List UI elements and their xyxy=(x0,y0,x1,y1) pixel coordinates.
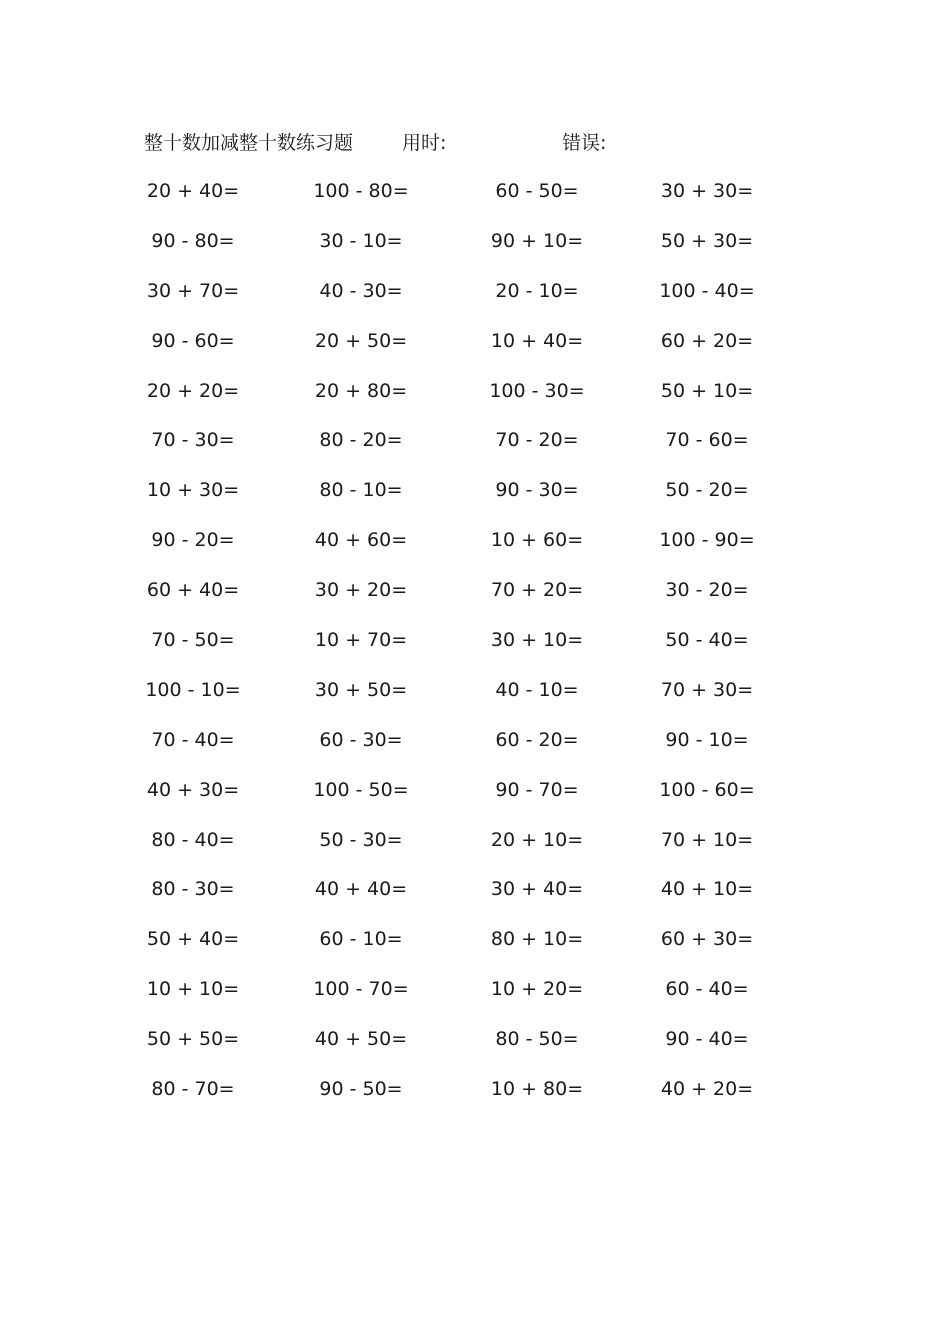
arithmetic-problem: 20 + 50= xyxy=(314,329,408,352)
arithmetic-problem: 70 - 50= xyxy=(151,629,235,652)
arithmetic-problem: 10 + 80= xyxy=(490,1078,584,1101)
arithmetic-problem: 30 + 10= xyxy=(490,629,584,652)
arithmetic-problem: 50 + 50= xyxy=(146,1028,240,1051)
arithmetic-problem: 60 - 10= xyxy=(319,928,403,951)
arithmetic-problem: 30 + 20= xyxy=(314,579,408,602)
problem-row xyxy=(0,1024,950,1074)
arithmetic-problem: 100 - 30= xyxy=(489,379,585,402)
arithmetic-problem: 90 - 30= xyxy=(495,479,579,502)
problem-row xyxy=(0,825,950,875)
arithmetic-problem: 40 + 20= xyxy=(660,1078,754,1101)
arithmetic-problem: 30 + 50= xyxy=(314,678,408,701)
arithmetic-problem: 100 - 70= xyxy=(313,978,409,1001)
arithmetic-problem: 10 + 10= xyxy=(146,978,240,1001)
arithmetic-problem: 70 + 10= xyxy=(660,828,754,851)
arithmetic-problem: 30 + 40= xyxy=(490,878,584,901)
arithmetic-problem: 100 - 90= xyxy=(659,529,755,552)
arithmetic-problem: 60 + 30= xyxy=(660,928,754,951)
arithmetic-problem: 30 + 30= xyxy=(660,180,754,202)
arithmetic-problem: 50 - 30= xyxy=(319,828,403,851)
arithmetic-problem: 30 + 70= xyxy=(146,279,240,302)
arithmetic-problem: 40 + 50= xyxy=(314,1028,408,1051)
arithmetic-problem: 90 - 10= xyxy=(665,728,749,751)
arithmetic-problem: 50 + 40= xyxy=(146,928,240,951)
arithmetic-problem: 40 - 30= xyxy=(319,279,403,302)
arithmetic-problem: 10 + 70= xyxy=(314,629,408,652)
problem-row xyxy=(0,775,950,825)
problem-row xyxy=(0,176,950,226)
problem-row xyxy=(0,675,950,725)
arithmetic-problem: 60 - 50= xyxy=(495,180,579,202)
arithmetic-problem: 80 - 40= xyxy=(151,828,235,851)
arithmetic-problem: 20 + 20= xyxy=(146,379,240,402)
arithmetic-problem: 100 - 80= xyxy=(313,180,409,202)
problem-row xyxy=(0,1074,950,1124)
arithmetic-problem: 90 - 70= xyxy=(495,778,579,801)
arithmetic-problem: 100 - 10= xyxy=(145,678,241,701)
problem-row xyxy=(0,475,950,525)
arithmetic-problem: 30 - 10= xyxy=(319,229,403,252)
arithmetic-problem: 40 + 10= xyxy=(660,878,754,901)
arithmetic-problem: 90 - 60= xyxy=(151,329,235,352)
arithmetic-problem: 60 + 20= xyxy=(660,329,754,352)
arithmetic-problem: 90 - 80= xyxy=(151,229,235,252)
arithmetic-problem: 80 - 20= xyxy=(319,429,403,452)
arithmetic-problem: 70 + 20= xyxy=(490,579,584,602)
arithmetic-problem: 100 - 50= xyxy=(313,778,409,801)
problem-row xyxy=(0,575,950,625)
problem-row xyxy=(0,874,950,924)
arithmetic-problem: 100 - 40= xyxy=(659,279,755,302)
arithmetic-problem: 90 - 40= xyxy=(665,1028,749,1051)
problem-row xyxy=(0,226,950,276)
arithmetic-problem: 40 + 60= xyxy=(314,529,408,552)
problem-row xyxy=(0,924,950,974)
problem-row xyxy=(0,276,950,326)
problem-row xyxy=(0,425,950,475)
time-label: 用时: xyxy=(402,132,447,154)
arithmetic-problem: 20 + 10= xyxy=(490,828,584,851)
arithmetic-problem: 10 + 20= xyxy=(490,978,584,1001)
arithmetic-problem: 60 - 20= xyxy=(495,728,579,751)
worksheet-title: 整十数加减整十数练习题 xyxy=(144,132,354,154)
problem-row xyxy=(0,376,950,426)
problem-grid xyxy=(0,176,950,1124)
arithmetic-problem: 70 - 60= xyxy=(665,429,749,452)
errors-label: 错误: xyxy=(562,132,607,154)
arithmetic-problem: 60 + 40= xyxy=(146,579,240,602)
arithmetic-problem: 90 - 20= xyxy=(151,529,235,552)
arithmetic-problem: 90 - 50= xyxy=(319,1078,403,1101)
arithmetic-problem: 80 - 30= xyxy=(151,878,235,901)
problem-row xyxy=(0,974,950,1024)
arithmetic-problem: 80 - 10= xyxy=(319,479,403,502)
arithmetic-problem: 10 + 60= xyxy=(490,529,584,552)
arithmetic-problem: 10 + 30= xyxy=(146,479,240,502)
arithmetic-problem: 80 - 70= xyxy=(151,1078,235,1101)
arithmetic-problem: 50 + 10= xyxy=(660,379,754,402)
problem-row xyxy=(0,725,950,775)
arithmetic-problem: 20 - 10= xyxy=(495,279,579,302)
arithmetic-problem: 20 + 40= xyxy=(146,180,240,202)
arithmetic-problem: 30 - 20= xyxy=(665,579,749,602)
arithmetic-problem: 40 - 10= xyxy=(495,678,579,701)
arithmetic-problem: 50 - 40= xyxy=(665,629,749,652)
arithmetic-problem: 70 - 30= xyxy=(151,429,235,452)
arithmetic-problem: 90 + 10= xyxy=(490,229,584,252)
problem-row xyxy=(0,326,950,376)
arithmetic-problem: 100 - 60= xyxy=(659,778,755,801)
arithmetic-problem: 60 - 30= xyxy=(319,728,403,751)
problem-row xyxy=(0,625,950,675)
problem-row xyxy=(0,525,950,575)
arithmetic-problem: 40 + 40= xyxy=(314,878,408,901)
arithmetic-problem: 50 + 30= xyxy=(660,229,754,252)
arithmetic-problem: 50 - 20= xyxy=(665,479,749,502)
arithmetic-problem: 80 + 10= xyxy=(490,928,584,951)
worksheet-header xyxy=(0,128,950,158)
arithmetic-problem: 40 + 30= xyxy=(146,778,240,801)
arithmetic-problem: 20 + 80= xyxy=(314,379,408,402)
arithmetic-problem: 70 - 20= xyxy=(495,429,579,452)
arithmetic-problem: 70 - 40= xyxy=(151,728,235,751)
arithmetic-problem: 10 + 40= xyxy=(490,329,584,352)
arithmetic-problem: 80 - 50= xyxy=(495,1028,579,1051)
arithmetic-problem: 60 - 40= xyxy=(665,978,749,1001)
arithmetic-problem: 70 + 30= xyxy=(660,678,754,701)
